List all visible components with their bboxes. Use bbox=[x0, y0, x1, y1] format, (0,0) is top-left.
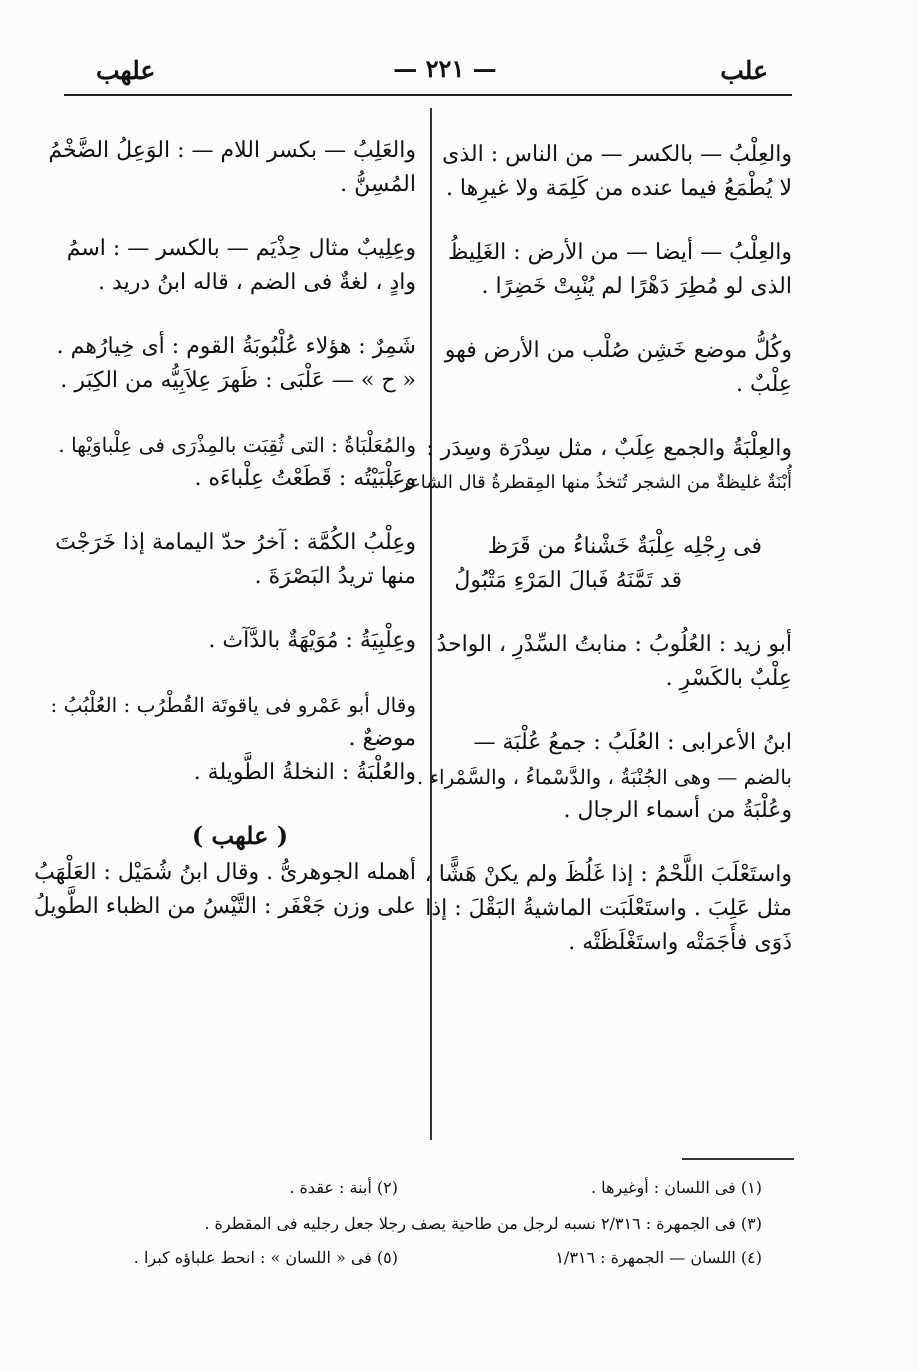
spacer bbox=[442, 828, 792, 858]
spacer bbox=[64, 658, 416, 688]
entry-line: والمُعَلْبَاةُ : التى ثُقِبَت بالمِذْرَى فى عِلْباوَيْها . bbox=[58, 433, 416, 457]
spacer bbox=[64, 398, 416, 428]
entry-line: أبو زيد : العُلُوبُ : منابتُ السِّدْرِ ، الواحدُ bbox=[436, 632, 792, 657]
entry-line: وكُلُّ موضع خَشِن صُلْب من الأرض فهو bbox=[444, 338, 792, 363]
entry-line: والعِلْبُ — بالكسر — من الناس : الذى bbox=[442, 142, 792, 167]
entry-line: عِلْبٌ بالكَسْرِ . bbox=[665, 666, 792, 691]
footnote-1: (١) فى اللسان : أوغيرها . bbox=[591, 1178, 762, 1197]
spacer bbox=[442, 500, 792, 530]
entry-line: أهمله الجوهرىُّ . وقال ابنُ شُمَيْل : العَلْهَبُ bbox=[34, 860, 416, 885]
spacer bbox=[442, 304, 792, 334]
spacer bbox=[442, 598, 792, 628]
spacer bbox=[64, 594, 416, 624]
entry-line: والعِلْبُ — أيضا — من الأرض : الغَلِيظُ bbox=[448, 240, 792, 265]
entry-line: موضعٌ . bbox=[348, 726, 416, 751]
footnote-5: (٥) فى « اللسان » : انحط علباؤه كبرا . bbox=[133, 1248, 398, 1267]
verse-line: فى رِجْلِه عِلْبَةٌ خَشْناءُ من قَرَظ bbox=[487, 534, 762, 559]
entry-line: عِلْبٌ . bbox=[736, 372, 792, 397]
entry-line: الذى لو مُطِرَ دَهْرًا لم يُنْبِتْ خَضِرًا . bbox=[481, 274, 792, 299]
entry-line: « ح » — عَلْبَى : ظَهرَ عِلاَبِيُّه من الكِبَر . bbox=[60, 368, 416, 393]
entry-line: واستَعْلَبَ اللَّحْمُ : إذا غَلُظَ ولم يكنْ هَشًّا ، bbox=[424, 862, 792, 887]
entry-line: منها تريدُ البَصْرَةَ . bbox=[254, 564, 416, 589]
left-column bbox=[33, 110, 416, 924]
section-heading: ( علهب ) bbox=[191, 821, 289, 850]
entry-line: وادٍ ، لغةٌ فى الضم ، قاله ابنُ دريد . bbox=[98, 270, 416, 295]
entry-line: بالضم — وهى الجُنْبَةُ ، والدَّسْماءُ ، والسَّمْراء . bbox=[416, 765, 792, 789]
footnote-4: (٤) اللسان — الجمهرة : ١/٣١٦ bbox=[555, 1248, 762, 1267]
spacer bbox=[442, 402, 792, 432]
spacer bbox=[64, 300, 416, 330]
entry-line: أُبْنَةٌ غليظةٌ من الشجر تُتخذُ منها المِقطرةُ قال الشاعر : bbox=[388, 472, 792, 493]
entry-line: وعِلْبُ الكُمَّة : آخرُ حدّ اليمامة إذا خَرَجْتَ bbox=[55, 530, 416, 555]
header-rule bbox=[64, 94, 792, 96]
entry-line: والعِلْبَةُ والجمع عِلَبٌ ، مثل سِدْرَة وسِدَر : bbox=[426, 436, 792, 461]
entry-line: ذَوَى فأَجَمَتْه واستَغْلَظَتْه . bbox=[568, 930, 792, 955]
spacer bbox=[442, 696, 792, 726]
footnote-2: (٢) أبنة : عقدة . bbox=[289, 1178, 398, 1197]
entry-line: مثل عَلِبَ . واستَعْلَبَت الماشيةُ البَقْلَ : إذا bbox=[425, 896, 792, 921]
entry-line: المُسِنُّ . bbox=[340, 172, 416, 197]
spacer bbox=[64, 202, 416, 232]
entry-line: وعَلْبَيْتُه : قَطَعْتُ عِلْباءَه . bbox=[194, 466, 416, 491]
entry-line: وعِلْبِيَةُ : مُوَيْهَةٌ بالدَّآث . bbox=[208, 628, 416, 653]
spacer bbox=[64, 496, 416, 526]
entry-line: شَمِرٌ : هؤلاء عُلْبُوبَةُ القوم : أى خِيارُهم . bbox=[56, 334, 416, 359]
footnote-3: (٣) فى الجمهرة : ٢/٣١٦ نسبه لرجل من طاحية يصف رجلا جعل رجليه فى المقطرة . bbox=[204, 1214, 762, 1233]
running-header-left: علهب bbox=[96, 56, 156, 85]
entry-line: والعُلْبَةُ : النخلةُ الطَّويلة . bbox=[193, 760, 416, 785]
running-header-right: علب bbox=[720, 56, 768, 85]
spacer bbox=[442, 206, 792, 236]
column-divider bbox=[430, 108, 432, 1140]
footnote-rule bbox=[682, 1158, 794, 1160]
entry-line: وعِلِيبٌ مثال حِذْيَم — بالكسر — : اسمُ bbox=[66, 236, 416, 261]
verse-line: قد تَمَّنَهُ فَبالَ المَرْءِ مَتْبُولُ bbox=[454, 568, 682, 593]
entry-line: والعَلِبُ — بكسر اللام — : الوَعِلُ الضَّخْمُ bbox=[48, 138, 416, 163]
entry-line: وقال أبو عَمْرو فى ياقوتَة القُطْرُب : العُلْبُبُ : bbox=[50, 693, 416, 717]
entry-line: على وزن جَعْفَر : التَّيْسُ من الظباء الطَّويلُ bbox=[33, 894, 416, 919]
right-column bbox=[388, 110, 792, 960]
entry-line: ابنُ الأعرابى : العُلَبُ : جمعُ عُلْبَة — bbox=[473, 730, 792, 755]
entry-line: وعُلْبَةُ من أسماء الرجال . bbox=[563, 798, 792, 823]
page-number: — ٢٢١ — bbox=[393, 54, 497, 83]
entry-line: لا يُطْمَعُ فيما عنده من كَلِمَة ولا غيرِها . bbox=[445, 176, 792, 201]
